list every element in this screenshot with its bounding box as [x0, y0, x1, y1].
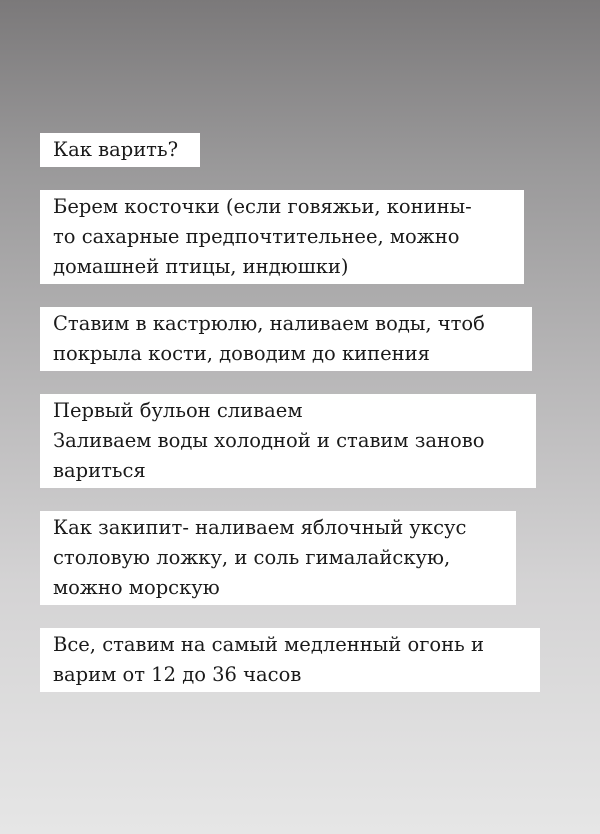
text-line: Берем косточки (если говяжьи, конины-	[53, 195, 472, 218]
text-line: Все, ставим на самый медленный огонь и	[53, 633, 484, 656]
text-line: вариться	[53, 459, 146, 482]
text-line: домашней птицы, индюшки)	[53, 255, 349, 278]
text-line: Как варить?	[53, 138, 179, 161]
step-vinegar-salt	[40, 511, 516, 605]
text-line: Как закипит- наливаем яблочный уксус	[53, 516, 467, 539]
text-line: варим от 12 до 36 часов	[53, 663, 302, 686]
text-line: покрыла кости, доводим до кипения	[53, 342, 430, 365]
step-boil	[40, 307, 532, 371]
text-line: то сахарные предпочтительнее, можно	[53, 225, 460, 248]
heading-how-to-cook	[40, 133, 200, 167]
text-line: столовую ложку, и соль гималайскую,	[53, 546, 451, 569]
text-line: можно морскую	[53, 576, 220, 599]
text-line: Заливаем воды холодной и ставим заново	[53, 429, 485, 452]
step-simmer	[40, 628, 540, 692]
step-drain	[40, 394, 536, 488]
text-line: Ставим в кастрюлю, наливаем воды, чтоб	[53, 312, 485, 335]
text-line: Первый бульон сливаем	[53, 399, 303, 422]
step-bones	[40, 190, 524, 284]
